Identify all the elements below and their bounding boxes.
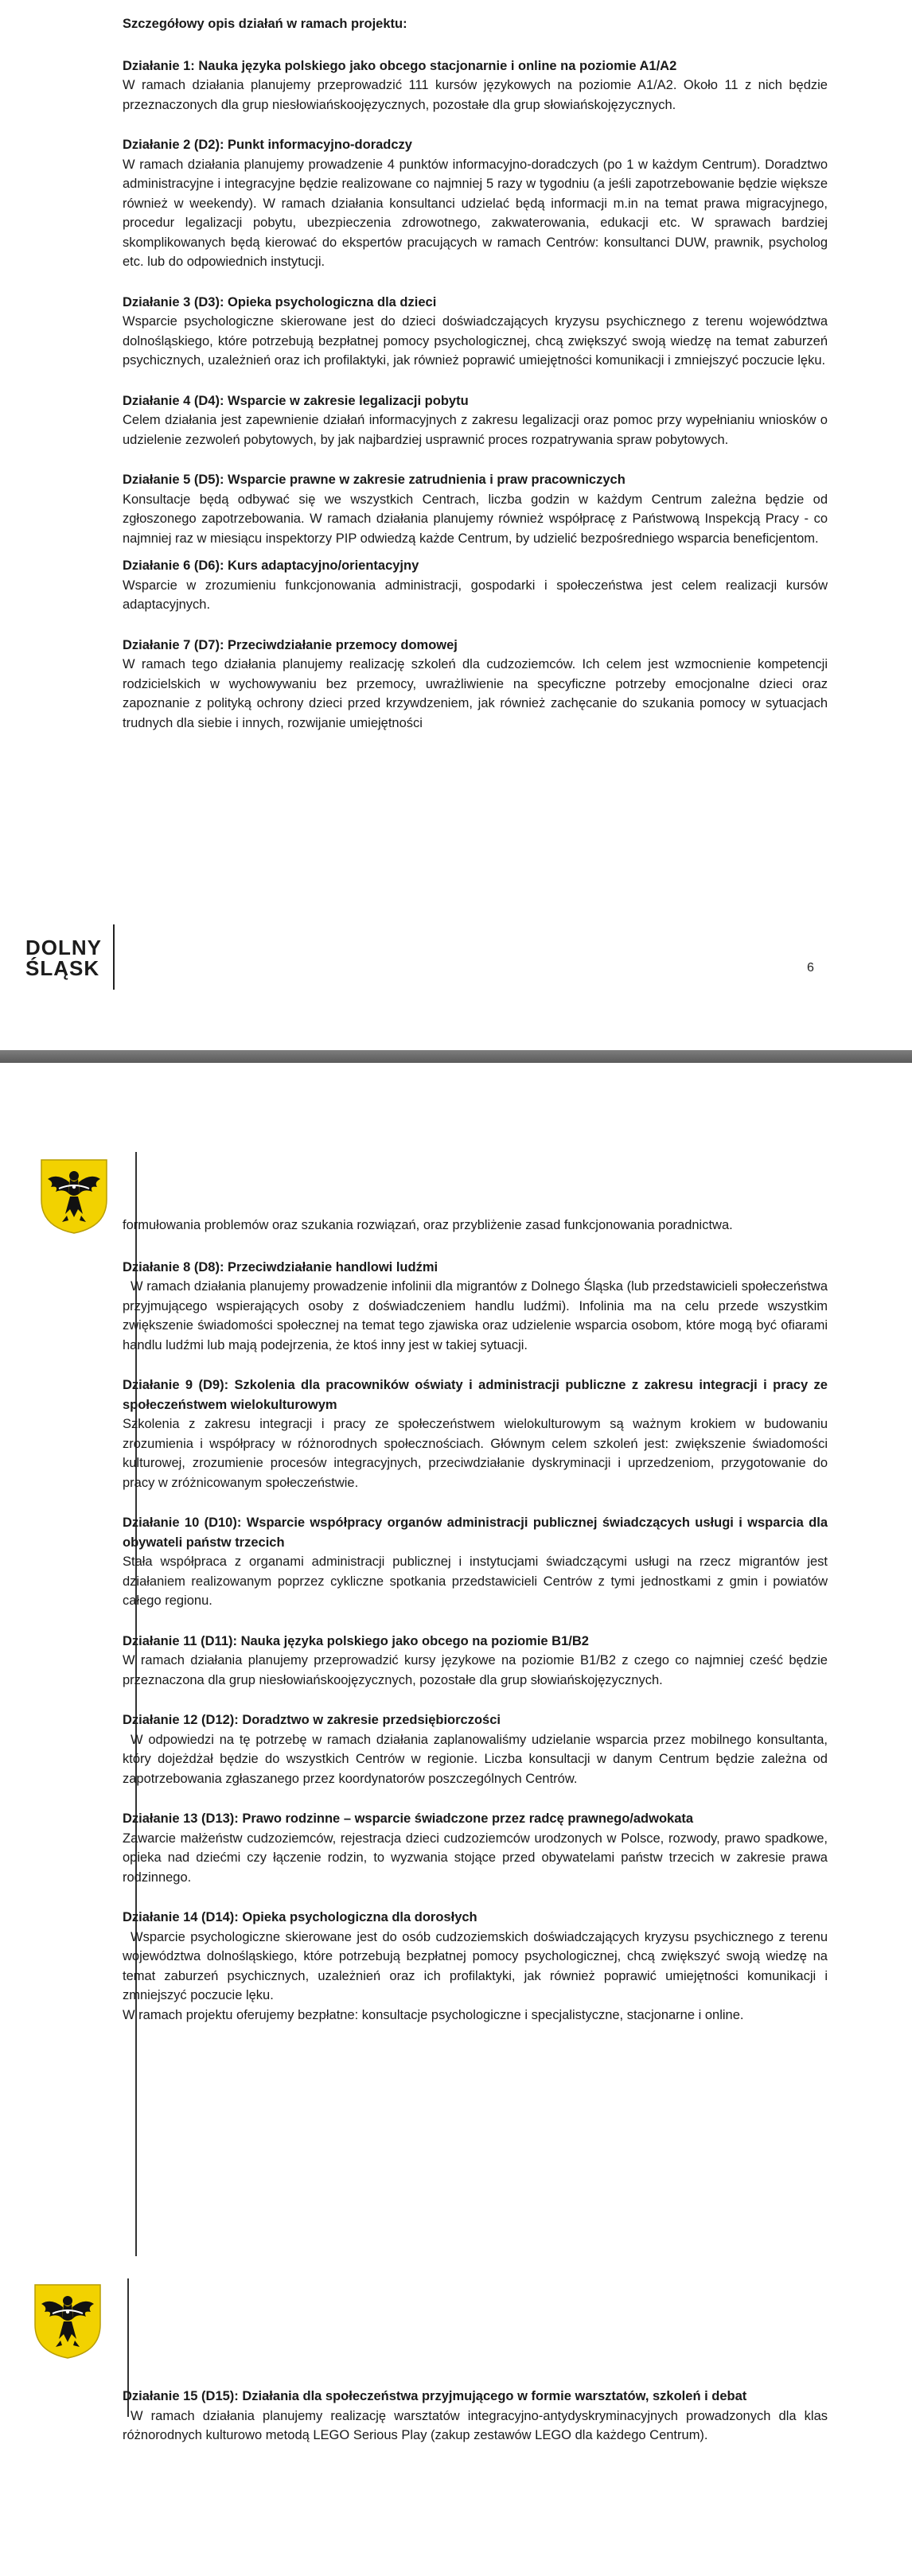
section-d2: [123, 135, 828, 272]
section-title: Działanie 13 (D13): Prawo rodzinne – wsparcie świadczone przez radcę prawnego/adwokata: [123, 1811, 694, 1826]
section-body: Wsparcie psychologiczne skierowane jest do osób cudzoziemskich doświadczających kryzysu psychicznego z terenu województwa dolnośląskiego, które potrzebują bezpłatnej pomocy psychologicznej, chcą zwiększyć swoją wiedzę na temat zaburzeń psychicznych, uzależnień oraz ich profilaktyki, jak również poprawić umiejętności komunikacji i zmniejszyć poczucie lęku.: [123, 1929, 828, 2002]
section-body: W ramach działania planujemy przeprowadzić 111 kursów językowych na poziomie A1/A2. Około 11 z nich będzie przeznaczonych dla grup niesłowiańskoojęzycznych, pozostałe dla grup słowiańskojęzycznych.: [123, 78, 828, 112]
section-title: Działanie 3 (D3): Opieka psychologiczna dla dzieci: [123, 294, 437, 309]
section-body-2: W ramach projektu oferujemy bezpłatne: konsultacje psychologiczne i specjalistyczne, stacjonarne i online.: [123, 2007, 744, 2022]
section-body: Zawarcie małżeństw cudzoziemców, rejestracja dzieci cudzoziemców urodzonych w Polsce, rozwody, prawo spadkowe, opieka nad dziećmi czy łączenie rodzin, to wyzwania stojące przed obywatelami państw trzecich w zakresie prawa rodzinnego.: [123, 1831, 828, 1885]
section-title: Działanie 8 (D8): Przeciwdziałanie handlowi ludźmi: [123, 1259, 438, 1274]
section-d1: [123, 56, 828, 115]
section-title: Działanie 1: Nauka języka polskiego jako obcego stacjonarnie i online na poziomie A1/A2: [123, 58, 677, 73]
section-title: Działanie 5 (D5): Wsparcie prawne w zakresie zatrudnienia i praw pracowniczych: [123, 473, 626, 487]
page-1-content: [123, 14, 828, 753]
section-d15: [123, 2387, 828, 2446]
section-title: Działanie 6 (D6): Kurs adaptacyjno/orientacyjny: [123, 558, 419, 573]
logo-line-2: ŚLĄSK: [25, 956, 100, 980]
document-page-2: [0, 1063, 912, 2256]
section-title: Działanie 12 (D12): Doradztwo w zakresie przedsiębiorczości: [123, 1713, 501, 1727]
coat-of-arms-icon: [40, 1158, 108, 1235]
page-separator: [0, 1050, 912, 1063]
section-body: Stała współpraca z organami administracji publicznej i instytucjami świadczącymi usługi na rzecz migrantów jest działaniem realizowanym poprzez cykliczne spotkania przedstawicieli Centrów z tymi jednostkami z gmin i powiatów całego regionu.: [123, 1555, 828, 1608]
page-number: 6: [807, 961, 814, 975]
section-body: Celem działania jest zapewnienie działań informacyjnych z zakresu legalizacji oraz pomoc przy wypełnianiu wniosków o udzielenie zezwoleń pobytowych, by jak najbardziej usprawnić proces rozpatrywania spraw pobytowych.: [123, 413, 828, 447]
section-title: Działanie 4 (D4): Wsparcie w zakresie legalizacji pobytu: [123, 393, 469, 408]
section-title: Działanie 10 (D10): Wsparcie współpracy organów administracji publicznej świadczących usługi i wsparcia dla obywateli państw trzecich: [123, 1516, 828, 1550]
section-d12: [123, 1710, 828, 1788]
section-d14: [123, 1908, 828, 2025]
section-d6: [123, 556, 828, 615]
footer-divider: [113, 924, 115, 990]
page-2-content: [123, 1216, 828, 2045]
dolny-slask-logo: [25, 937, 121, 985]
page-3-content: [123, 2387, 828, 2466]
section-body: W odpowiedzi na tę potrzebę w ramach działania zaplanowaliśmy udzielanie wsparcia przez mobilnego konsultanta, który dojeżdżał będzie do wszystkich Centrów w regionie. Liczba konsultacji w danym Centrum będzie zależna od zapotrzebowania zgłaszanego przez koordynatorów poszczególnych Centrów.: [123, 1732, 828, 1786]
coat-of-arms-icon: [33, 2283, 102, 2360]
section-d7: [123, 636, 828, 733]
section-body: Wsparcie w zrozumieniu funkcjonowania administracji, gospodarki i społeczeństwa jest celem realizacji kursów adaptacyjnych.: [123, 578, 828, 612]
section-body: Konsultacje będą odbywać się we wszystkich Centrach, liczba godzin w każdym Centrum zależna będzie od zgłoszonego zapotrzebowania. W ramach działania planujemy również współpracę z Państwową Inspekcją Pracy - co najmniej raz w miesiącu inspektorzy PIP odwiedzą każde Centrum, by udzielić bezpośredniego wsparcia beneficjentom.: [123, 492, 828, 546]
section-title: Działanie 14 (D14): Opieka psychologiczna dla dorosłych: [123, 1910, 477, 1924]
section-body: W ramach tego działania planujemy realizację szkoleń dla cudzoziemców. Ich celem jest wzmocnienie kompetencji rodzicielskich w wychowywaniu bez przemocy, uwrażliwienie na specyficzne potrzeby emocjonalne dzieci oraz zapoznanie z polityką ochrony dzieci przed krzywdzeniem, jak również zachęcanie do szukania pomocy w sytuacjach trudnych dla siebie i innych, rozwijanie umiejętności: [123, 657, 828, 730]
projekt-intro-heading: Szczegółowy opis działań w ramach projektu:: [123, 17, 407, 31]
section-d5: [123, 470, 828, 548]
section-body: W ramach działania planujemy prowadzenie 4 punktów informacyjno-doradczych (po 1 w każdym Centrum). Doradztwo administracyjne i integracyjne będzie realizowane co najmniej 5 razy w tygodniu (a jeśli zapotrzebowanie będzie większe również w weekendy). W ramach działania konsultanci udzielać będą informacji m.in na temat prawa migracyjnego, procedur legalizacji pobytu, ubezpieczenia zdrowotnego, zakwaterowania, edukacji etc. W sprawach bardziej skomplikowanych będą kierować do ekspertów pracujących w ramach Centrów: konsultanci DUW, prawnik, psycholog etc. lub do odpowiednich instytucji.: [123, 157, 828, 269]
logo-line-1: DOLNY: [25, 936, 102, 959]
section-d4: [123, 391, 828, 450]
section-body: W ramach działania planujemy przeprowadzić kursy językowe na poziomie B1/B2 z czego co najmniej cześć będzie przeznaczona dla grup niesłowiańskoojęzycznych, pozostałe dla grup słowiańskojęzycznych.: [123, 1653, 828, 1687]
section-title: Działanie 2 (D2): Punkt informacyjno-doradczy: [123, 138, 412, 152]
section-body: Szkolenia z zakresu integracji i pracy ze społeczeństwem wielokulturowym są ważnym krokiem w budowaniu zrozumienia i współpracy w różnorodnych społecznościach. Głównym celem szkoleń jest: zwiększenie świadomości kulturowej, zrozumienie procesów integracyjnych, przeciwdziałanie dyskryminacji i uprzedzeniom, przygotowanie do pracy w zróżnicowanym społeczeństwie.: [123, 1417, 828, 1490]
section-d8: [123, 1258, 828, 1356]
section-title: Działanie 9 (D9): Szkolenia dla pracowników oświaty i administracji publiczne z zakresu integracji i pracy ze społeczeństwem wielokulturowym: [123, 1378, 828, 1412]
section-body: W ramach działania planujemy realizację warsztatów integracyjno-antydyskryminacyjnych prowadzonych dla klas różnorodnych kulturowo metodą LEGO Serious Play (zakup zestawów LEGO dla każdego Centrum).: [123, 2408, 828, 2442]
document-page-1: [0, 0, 912, 1050]
section-body: W ramach działania planujemy prowadzenie infolinii dla migrantów z Dolnego Śląska (lub przedstawicieli społeczeństwa przyjmującego wspierających osoby z doświadczeniem handlu ludźmi). Infolinia ma na celu przede wszystkim zwiększenie świadomości społecznej na temat tego zjawiska oraz udzielenie wsparcia osobom, które mogą być ofiarami handlu ludźmi lub mają podejrzenia, że ktoś inny jest w takiej sytuacji.: [123, 1279, 828, 1352]
section-d3: [123, 293, 828, 371]
section-d13: [123, 1809, 828, 1887]
continuation-text: formułowania problemów oraz szukania rozwiązań, oraz przybliżenie zasad funkcjonowania poradnictwa.: [123, 1218, 733, 1232]
document-page-3: [0, 2256, 912, 2576]
section-title: Działanie 15 (D15): Działania dla społeczeństwa przyjmującego w formie warsztatów, szkoleń i debat: [123, 2389, 747, 2403]
section-d11: [123, 1632, 828, 1691]
section-title: Działanie 11 (D11): Nauka języka polskiego jako obcego na poziomie B1/B2: [123, 1633, 589, 1648]
section-title: Działanie 7 (D7): Przeciwdziałanie przemocy domowej: [123, 637, 458, 652]
section-d10: [123, 1513, 828, 1611]
section-d9: [123, 1376, 828, 1492]
section-body: Wsparcie psychologiczne skierowane jest do dzieci doświadczających kryzysu psychicznego z terenu województwa dolnośląskiego, które potrzebują bezpłatnej pomocy psychologicznej, chcą zwiększyć swoją wiedzę na temat zaburzeń psychicznych, uzależnień oraz ich profilaktyki, jak również poprawić umiejętności komunikacji i zmniejszyć poczucie lęku.: [123, 314, 828, 368]
